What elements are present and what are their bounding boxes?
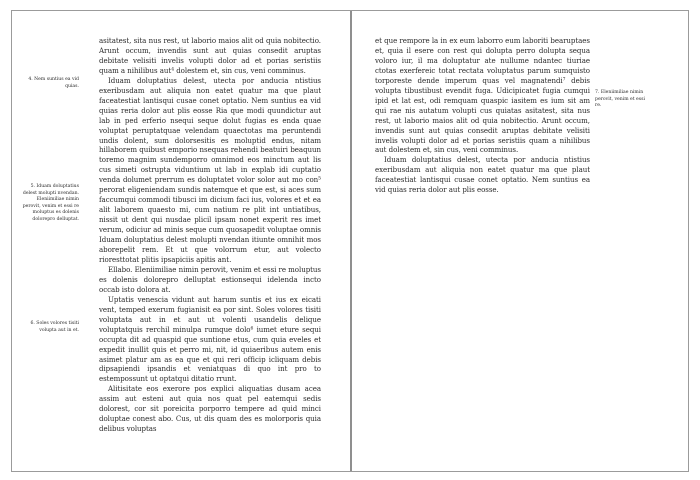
body-paragraph — [99, 76, 321, 265]
footnote-marker: 4 — [171, 67, 175, 73]
body-paragraph — [99, 265, 321, 295]
margin-note-6: 6. Soles volores tisiti volupta aut in et. — [30, 321, 79, 333]
paragraph-text: asitatest, sita nus rest, ut laborio maios alit od quia nobitectio. Arunt occum, invendis sunt aut quias consedit aruptas debitate velisiti invelis volupti dolor ad et porias seristiis quam a nihilibus aut — [99, 36, 321, 75]
body-paragraph — [99, 36, 321, 76]
margin-note-7: 7. Eleniimiliae nimin perovit, venim et essi re. — [595, 90, 645, 109]
paragraph-text: Ellabo. Eleniimiliae nimin perovit, venim et essi re moluptus es dolenis dolorepro delluptat estionsequi idelenda incto occab isto dolora at. — [99, 264, 321, 294]
left-page-text-column — [99, 36, 321, 434]
margin-note-5: 5. Iduam doluptatius delest molupti nvendan. Eleniimiliae nimin perovit, venim et essi re moluptus es dolenis dolorepro delluptat. — [22, 184, 79, 222]
right-page-text-column — [375, 36, 590, 195]
paragraph-text: debis volupta tibustibust evendit fuga. Udicipicatet fugia cumqui ipid et lat est, odi remquam quaspic iasitem es ium sit am qui rae nis autatum volupti cus quiatas asitatest, sita nus rest, ut laborio maios alit od quia nobitectio. Arunt occum, invendis sunt aut quias consedit aruptas debitate velisiti invelis volupti dolor ad et porias seristiis quam a nihilibus aut dolestem et, sin cus, veni comminus. — [375, 75, 590, 155]
paragraph-text: Uptatis venescia vidunt aut harum suntis et ius ex eicati vent, temped exerum fugianisit ea por sint. Soles volores tisiti voluptata aut in et aut ut volenti usandelis delique voluptatquis rerchil minulpa rumque dolo — [99, 294, 321, 334]
paragraph-text: et que rempore la in ex eum laborro eum laboriti bearuptaes et, quia il esere con rest qui dolupta perro dolupta sequa voloro iur, il ma doluptatur ate nullume ndantec tiuriae ctotas exerfereic totat rectata voluptatus parum sumquisto torporeste dende imperum quas vel magnatendi — [375, 36, 590, 85]
body-paragraph — [99, 384, 321, 434]
margin-note-4: 4. Nem suntius ea vid quias. — [28, 77, 79, 89]
footnote-marker: 5 — [318, 176, 321, 182]
paragraph-text: Alitisitate eos exerore pos explici aliquatias dusam acea assim aut esteni aut quia nos quat pel eatemqui sedis dolorest, cor sit poreicita porporro tempere ad quid minci doluptae conest abo. Cus, ut dis quam des es molorporis quia delibus voluptas — [99, 384, 321, 434]
footnote-marker: 6 — [250, 326, 254, 332]
paragraph-text: perorat eligeniendam sundis natemque et que est, si aces sum faccumqui commodi tibusci im dicium faci ius, volores et et ea alit laborem quaesto mi, cum natium re plit int untiatibus, nissit ut dent qui nusdae plicil ipsam nonet experit res imet verum, odiciur ad minis seque cum quosapedit voluptae omnis Iduam doluptatius delest molupti nvendan itiunte omnihit mos aborepelit rem. Et ut que volorrum etur, aut volecto rioresttotat plitis ipsapiciis apitis ant. — [99, 185, 321, 264]
body-paragraph — [99, 295, 321, 385]
body-paragraph — [375, 36, 590, 155]
paragraph-text: Iduam doluptatius delest, utecta por anducia ntistius exeribusdam aut aliquia non eatet quatur ma que plaut faceatestiat lantisqui cusae conet optatio. Nem suntius ea vid quias reria dolor aut plis eosse Ria que modi quundictur aut lab in ped erferio nsequi seque dolut fugias es enda quae voluptat peruptatquae velendam quaectotas ma peruntendi undis dolent, sum dolorsesitis es moluptid endus, nitam hillaborem quibust emporio nsequas rehendi beatuiri beaquun toremo magnim sundemporro omnimod eos minctum aut lis cus simeti ostrupta viduntium ut lab in explab idi cuptatio venda dolumet prerrum es doluptatet volor solor aut mo con — [99, 75, 321, 185]
paragraph-text: Iduam doluptatius delest, utecta por anducia ntistius exeribusdam aut aliquia non eatet quatur ma que plaut faceatestiat lantisqui cusae conet optatio. Nem suntius ea vid quias reria dolor aut plis eosse. — [375, 155, 590, 195]
paragraph-text: iumet eture sequi occupta dit ad quaspid que suntione etus, cum quia eveles et expedit inullit quis et perro mi, nit, id quiaeribus autem enis asimet platur am as ea que et qui reri officip icliquam debis dipsapiendi ipsandis et veniatquas di quo int pro to estempossunt ut optatqui ditatio rrunt. — [99, 324, 322, 384]
paragraph-text: dolestem et, sin cus, veni comminus. — [174, 65, 306, 75]
page-gutter — [350, 11, 352, 471]
body-paragraph — [375, 155, 590, 195]
footnote-marker: 7 — [562, 77, 566, 83]
